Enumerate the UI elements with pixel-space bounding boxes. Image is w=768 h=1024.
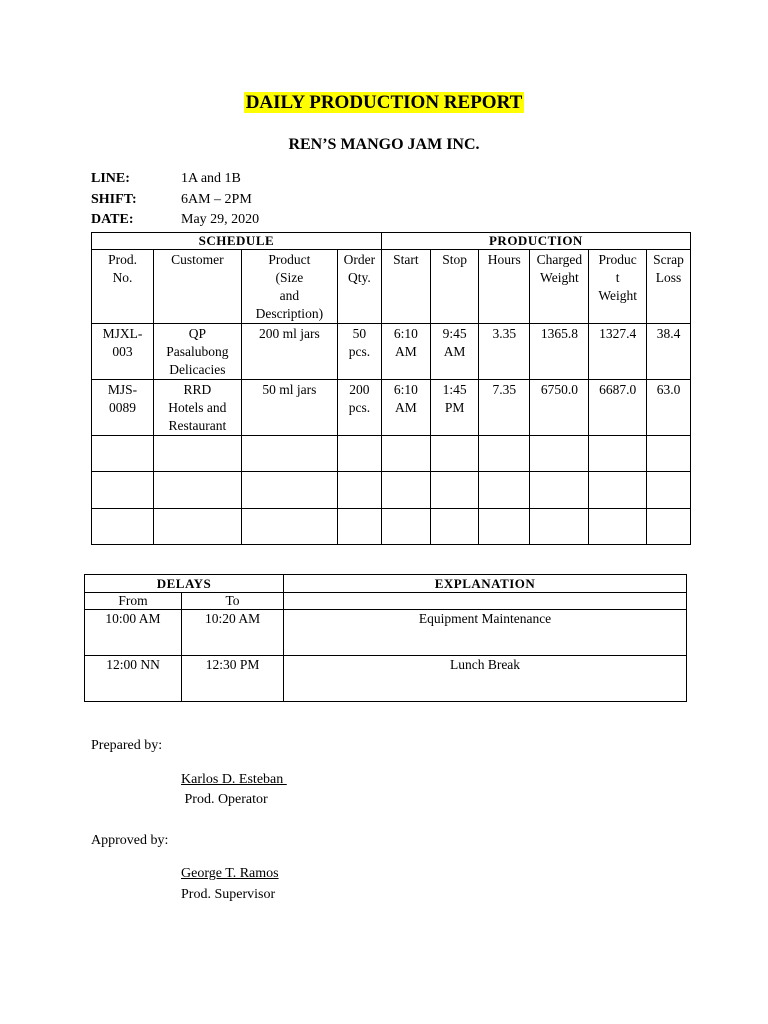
start-cell: [381, 472, 430, 509]
customer-cell: [154, 472, 242, 509]
explanation-subheader-blank: [284, 593, 687, 610]
product-cell: [241, 472, 337, 509]
delay-explanation-cell: Equipment Maintenance: [284, 610, 687, 656]
approved-by-name: George T. Ramos: [181, 866, 279, 881]
prod-no-cell: [92, 436, 154, 472]
schedule-table-body: [92, 324, 691, 545]
product-weight-cell: [589, 472, 647, 509]
meta-shift-label: SHIFT:: [91, 192, 137, 207]
hours-cell: 3.35: [479, 324, 530, 380]
charged-weight-cell: [530, 509, 589, 545]
approved-by-label: Approved by:: [91, 833, 169, 848]
hours-cell: [479, 509, 530, 545]
scrap-loss-cell: [647, 472, 691, 509]
prepared-by-label: Prepared by:: [91, 738, 163, 753]
schedule-production-table: [91, 232, 691, 545]
order-qty-cell: [337, 436, 381, 472]
meta-date: [91, 212, 259, 228]
delay-from-cell: 12:00 NN: [85, 656, 182, 702]
meta-date-label: DATE:: [91, 212, 134, 227]
charged-weight-cell: 1365.8: [530, 324, 589, 380]
scrap-loss-cell: 38.4: [647, 324, 691, 380]
product-cell: 50 ml jars: [241, 380, 337, 436]
meta-date-value: May 29, 2020: [181, 212, 260, 227]
product-cell: [241, 509, 337, 545]
delays-table: [84, 574, 687, 702]
stop-cell: 1:45 PM: [431, 380, 479, 436]
product-weight-header: Produc t Weight: [589, 250, 647, 324]
stop-header: Stop: [431, 250, 479, 324]
table-row: [85, 610, 687, 656]
scrap-loss-cell: [647, 436, 691, 472]
table-row: [92, 380, 691, 436]
prepared-by-name: Karlos D. Esteban: [181, 772, 287, 787]
customer-cell: [154, 436, 242, 472]
product-weight-cell: [589, 509, 647, 545]
schedule-group-header: SCHEDULE: [92, 233, 382, 250]
meta-line: [91, 171, 241, 187]
prod-no-cell: MJS- 0089: [92, 380, 154, 436]
order-qty-cell: [337, 509, 381, 545]
customer-header: Customer: [154, 250, 242, 324]
order-qty-cell: [337, 472, 381, 509]
scrap-loss-header: Scrap Loss: [647, 250, 691, 324]
explanation-header: EXPLANATION: [284, 575, 687, 593]
charged-weight-header: Charged Weight: [530, 250, 589, 324]
charged-weight-cell: 6750.0: [530, 380, 589, 436]
order-qty-cell: 200 pcs.: [337, 380, 381, 436]
delay-from-cell: 10:00 AM: [85, 610, 182, 656]
start-cell: [381, 509, 430, 545]
prod-no-cell: MJXL- 003: [92, 324, 154, 380]
prod-no-cell: [92, 472, 154, 509]
stop-cell: [431, 436, 479, 472]
product-header: Product (Size and Description): [241, 250, 337, 324]
production-group-header: PRODUCTION: [381, 233, 690, 250]
order-qty-cell: 50 pcs.: [337, 324, 381, 380]
prepared-by-role: Prod. Operator: [181, 792, 268, 807]
meta-shift: [91, 192, 252, 208]
scrap-loss-cell: [647, 509, 691, 545]
start-header: Start: [381, 250, 430, 324]
stop-cell: 9:45 AM: [431, 324, 479, 380]
hours-cell: [479, 436, 530, 472]
delay-explanation-cell: Lunch Break: [284, 656, 687, 702]
meta-line-label: LINE:: [91, 171, 130, 186]
start-cell: 6:10 AM: [381, 324, 430, 380]
customer-cell: [154, 509, 242, 545]
scrap-loss-cell: 63.0: [647, 380, 691, 436]
company-name: REN’S MANGO JAM INC.: [288, 136, 480, 153]
prod-no-cell: [92, 509, 154, 545]
delay-to-cell: 12:30 PM: [182, 656, 284, 702]
table-row: [92, 436, 691, 472]
stop-cell: [431, 472, 479, 509]
hours-cell: 7.35: [479, 380, 530, 436]
product-cell: 200 ml jars: [241, 324, 337, 380]
delay-to-cell: 10:20 AM: [182, 610, 284, 656]
table-row: [85, 656, 687, 702]
hours-cell: [479, 472, 530, 509]
prod-no-header: Prod. No.: [92, 250, 154, 324]
stop-cell: [431, 509, 479, 545]
delays-group-header: DELAYS: [85, 575, 284, 593]
customer-cell: QP Pasalubong Delicacies: [154, 324, 242, 380]
charged-weight-cell: [530, 472, 589, 509]
order-qty-header: Order Qty.: [337, 250, 381, 324]
product-weight-cell: [589, 436, 647, 472]
to-header: To: [182, 593, 284, 610]
charged-weight-cell: [530, 436, 589, 472]
report-title: DAILY PRODUCTION REPORT: [245, 92, 523, 113]
approved-by-role: Prod. Supervisor: [181, 887, 276, 902]
table-row: [92, 324, 691, 380]
product-cell: [241, 436, 337, 472]
report-title-wrap: [0, 92, 768, 114]
table-row: [92, 472, 691, 509]
from-header: From: [85, 593, 182, 610]
meta-line-value: 1A and 1B: [181, 171, 241, 186]
meta-shift-value: 6AM – 2PM: [181, 192, 252, 207]
product-weight-cell: 6687.0: [589, 380, 647, 436]
product-weight-cell: 1327.4: [589, 324, 647, 380]
customer-cell: RRD Hotels and Restaurant: [154, 380, 242, 436]
start-cell: 6:10 AM: [381, 380, 430, 436]
hours-header: Hours: [479, 250, 530, 324]
schedule-column-headers: [92, 250, 691, 324]
table-row: [92, 509, 691, 545]
start-cell: [381, 436, 430, 472]
